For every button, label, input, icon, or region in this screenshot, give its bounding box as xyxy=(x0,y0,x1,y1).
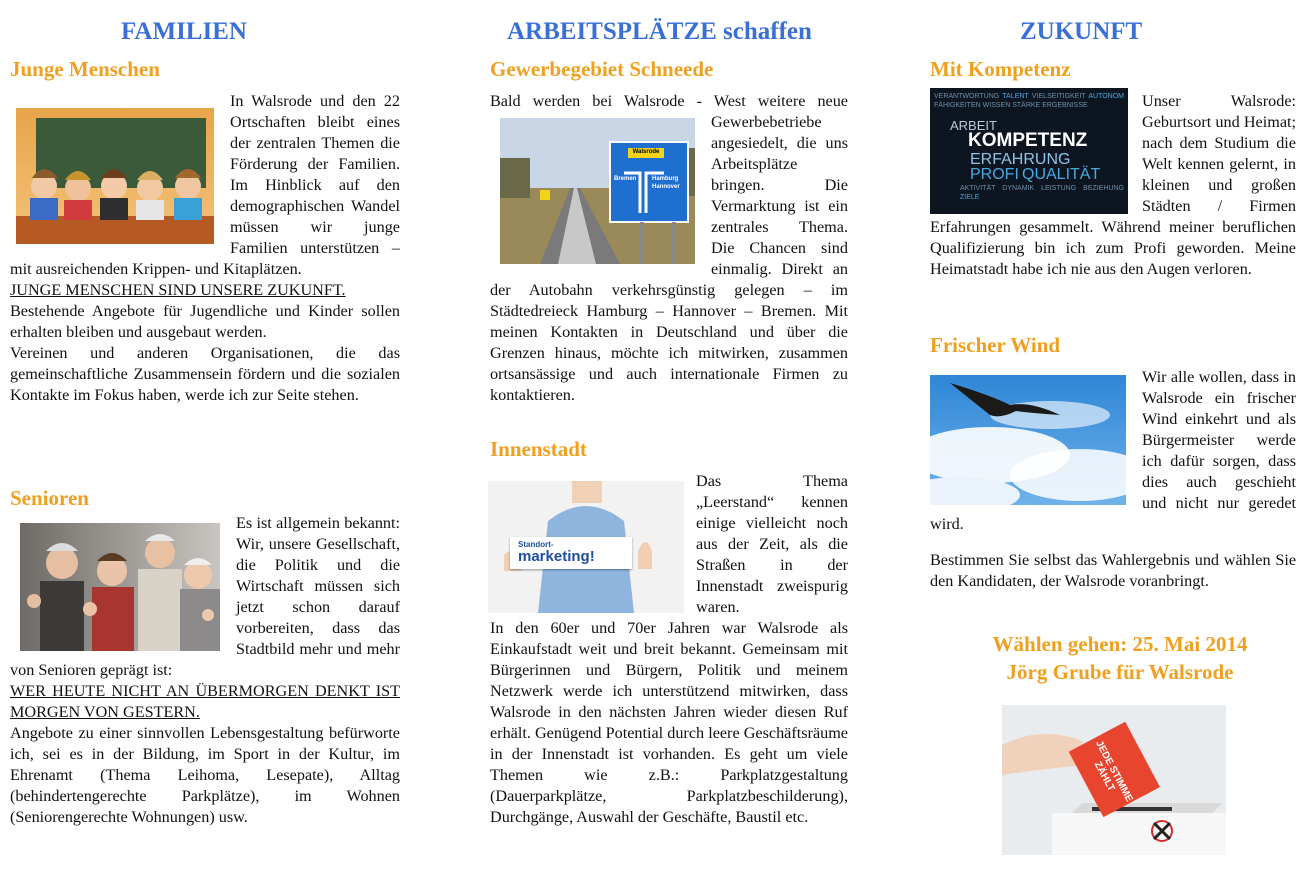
subheading-frischer-wind: Frischer Wind xyxy=(930,333,1061,357)
cloud-word: FÄHIGKEITEN xyxy=(934,102,981,109)
subheading-innenstadt: Innenstadt xyxy=(490,437,587,461)
gewerbegebiet-text: Bald werden bei Walsrode - West weitere neue Walsrode Bremen Hamburg Hannover Gewerbebetriebe angesiedelt, die uns Arbeitsplätze bringen. Die Vermarktung ist ein zentrales Thema. Die Chancen sind einmalig. Direkt an der Autobahn verkehrsgünstig gelegen – im Städtedreieck Hamburg – Hannover – Bremen. Mit meinen Kontakten in Deutschland und über die Grenzen hinaus, möchte ich mitwirken, zusammen ortsansässige und auch internationale Firmen zu kontaktieren. xyxy=(490,92,848,404)
cloud-word: ERGEBNISSE xyxy=(1042,102,1088,109)
cloud-word: VIELSEITIGKEIT xyxy=(1031,93,1086,100)
cloud-word: AUTONOM xyxy=(1088,93,1124,100)
heading-familien: FAMILIEN xyxy=(121,18,247,45)
cloud-word: LEISTUNG xyxy=(1041,185,1077,192)
subheading-gewerbegebiet: Gewerbegebiet Schneede xyxy=(490,57,714,81)
sign-hannover-label: Hannover xyxy=(652,184,680,190)
cloud-word: TALENT xyxy=(1002,93,1029,100)
heading-arbeitsplaetze: ARBEITSPLÄTZE schaffen xyxy=(507,18,812,45)
junge-menschen-text: In Walsrode und den 22 Ortschaften bleibt eines der zentralen Themen die Förderung der Familien. Im Hinblick auf den demographischen Wandel müssen wir junge Familien unterstützen – mit ausreichenden Krippen- und Kitaplätzen. JUNGE MENSCHEN SIND UNSERE ZUKUNFT. Bestehende Angebote für Jugendliche und Kinder sollen erhalten bleiben und ausgebaut werden. Vereinen und anderen Organisationen, die das gemeinschaftliche Zusammensein fördern und die sozialen Kontakte im Fokus haben, werde ich zur Seite stehen. xyxy=(10,92,400,404)
senioren-text: Es ist allgemein bekannt: Wir, unsere Gesellschaft, die Politik und die Wirtschaft müssen sich jetzt schon darauf vorbereiten, dass das Stadtbild mehr und mehr von Senioren geprägt ist: WER HEUTE NICHT AN ÜBERMORGEN DENKT IST MORGEN VON GESTERN. Angebote zu einer sinnvollen Lebensgestaltung befürworte ich, sei es in der Bildung, im Sport in der Kultur, im Ehrenamt (Thema Leihoma, Lesepate), Alltag (behindertengerechte Parkplätze), im Wohnen (Seniorengerechte Wohnungen) usw. xyxy=(10,514,400,826)
subheading-kompetenz: Mit Kompetenz xyxy=(930,57,1071,81)
heading-zukunft: ZUKUNFT xyxy=(1020,18,1143,45)
cloud-word: STÄRKE xyxy=(1012,102,1041,109)
sign-walsrode-label: Walsrode xyxy=(632,149,660,155)
cloud-word: BEZIEHUNG xyxy=(1083,185,1124,192)
standort-card xyxy=(510,537,632,569)
standort-card-line1: Standort- xyxy=(518,540,554,549)
subheading-junge-menschen: Junge Menschen xyxy=(10,57,160,81)
cloud-word: AKTIVITÄT xyxy=(960,185,996,192)
ballot-box-photo xyxy=(1002,705,1226,855)
cloud-word-kompetenz: KOMPETENZ xyxy=(968,130,1088,151)
cloud-word-erfahrung: ERFAHRUNG xyxy=(970,151,1071,168)
cloud-word: DYNAMIK xyxy=(1002,185,1035,192)
frischer-wind-text: Wir alle wollen, dass in Walsrode ein frischer Wind einkehrt und als Bürgermeister werde ich dafür sorgen, dass dies auch geschieht und nicht nur geredet wird. Bestimmen Sie selbst das Wahlergebnis und wählen Sie den Kandidaten, der Walsrode voranbringt. xyxy=(930,367,1296,592)
cloud-word-profi: PROFI xyxy=(970,166,1019,183)
junge-slogan: JUNGE MENSCHEN SIND UNSERE ZUKUNFT. xyxy=(10,281,346,299)
cloud-word-qualitaet: QUALITÄT xyxy=(1022,166,1101,183)
cloud-word: ZIELE xyxy=(960,194,980,201)
sign-hamburg-label: Hamburg xyxy=(652,176,679,182)
candidate-line: Jörg Grube für Walsrode xyxy=(1006,660,1234,684)
standortmarketing-photo xyxy=(488,481,684,613)
eagle-sky-photo xyxy=(930,375,1126,505)
election-slogan xyxy=(930,630,1307,686)
ballot-card-label: JEDE STIMME ZÄHLT xyxy=(1091,738,1135,804)
senioren-slogan: WER HEUTE NICHT AN ÜBERMORGEN DENKT IST MORGEN VON GESTERN. xyxy=(10,682,400,721)
children-photo xyxy=(16,108,214,244)
subheading-senioren: Senioren xyxy=(10,486,89,510)
standort-card-line2: marketing! xyxy=(518,548,595,565)
kompetenz-wordcloud xyxy=(930,88,1128,214)
innenstadt-text: Standort- marketing! Das Thema „Leerstand“ kennen einige vielleicht noch aus der Zeit, als die Straßen in der Innenstadt zweispurig waren. In den 60er und 70er Jahren war Walsrode als Einkaufstadt weit und breit bekannt. Gemeinsam mit Bürgerinnen und Bürgern, Politik und meinem Netzwerk werde ich unterstützend mitwirken, dass Walsrode in den nächsten Jahren wieder diesen Ruf erhält. Genügend Potential durch leere Geschäftsräume in der Innenstadt ist vorhanden. Es geht um viele Themen wie z.B.: Parkplatzgestaltung (Dauerparkplätze, Parkplatzbeschilderung), Durchgänge, Auswahl der Geschäfte, Baustil etc. xyxy=(490,472,848,826)
election-date: Wählen gehen: 25. Mai 2014 xyxy=(992,632,1248,656)
cloud-word-arbeit: ARBEIT xyxy=(950,118,997,133)
kompetenz-text: VERANTWORTUNG TALENT VIELSEITIGKEIT AUTONOM FÄHIGKEITEN WISSEN STÄRKE ERGEBNISSE ARBEIT KOMPETENZ ERFAHRUNG PROFI QUALITÄT AKTIVITÄT DYNAMIK LEISTUNG BEZIEHUNG ZIELE Unser Walsrode: Geburtsort und Heimat; nach dem Studium die Welt kennen gelernt, in kleinen und großen Städten / Firmen Erfahrungen gesammelt. Während meiner beruflichen Qualifizierung bin ich zum Profi geworden. Meine Heimatstadt habe ich nie aus den Augen verloren. xyxy=(930,91,1296,280)
cloud-word: VERANTWORTUNG xyxy=(934,93,1000,100)
road-sign-photo xyxy=(500,118,695,264)
cloud-word: WISSEN xyxy=(982,102,1011,109)
seniors-photo xyxy=(20,523,220,651)
sign-bremen-label: Bremen xyxy=(614,176,637,182)
